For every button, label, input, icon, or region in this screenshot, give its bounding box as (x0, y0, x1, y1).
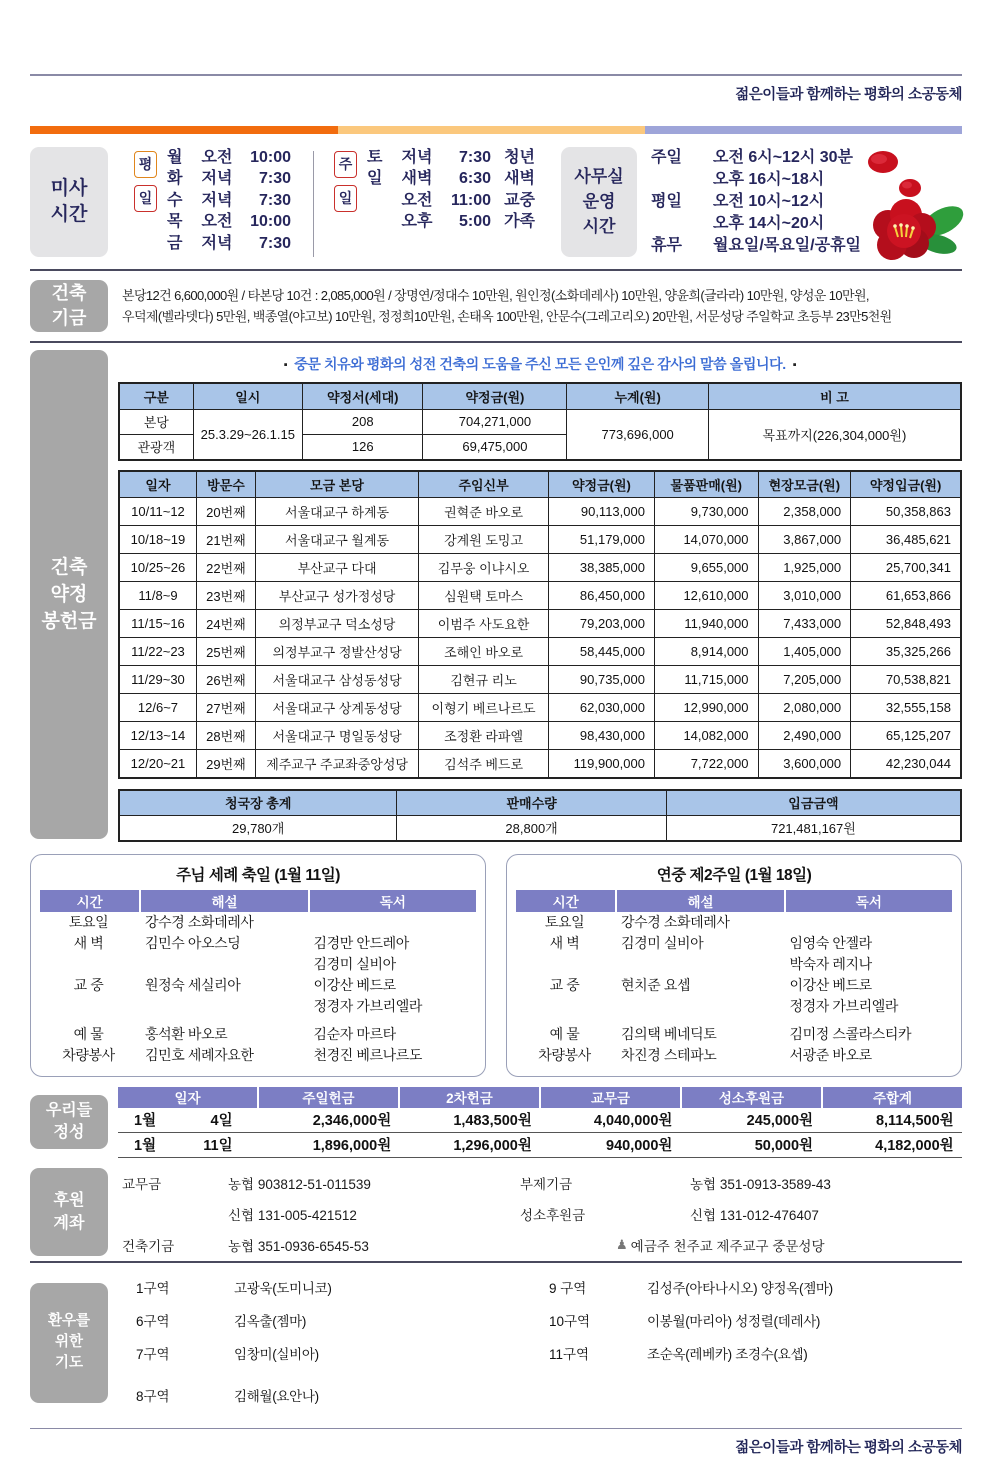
bar-orange-segment (30, 126, 338, 134)
liturgy-row: 새 벽 김경미 실비아 임영숙 안젤라 박숙자 레지나 (549, 934, 872, 972)
cell: 12/6~7 (119, 693, 196, 721)
cell: 86,450,000 (548, 581, 654, 609)
sunday-badge-top: 주 (334, 151, 357, 178)
cell: 강계원 도밍고 (419, 525, 549, 553)
liturgy-row: 차량봉사 차진경 스테파노 서광준 바오로 (538, 1046, 872, 1063)
cell: 21번째 (196, 525, 255, 553)
cell: 8,114,500원 (875, 1113, 954, 1129)
list-item: 6구역 김옥출(젬마) (136, 1313, 307, 1329)
cell: 12,610,000 (654, 581, 758, 609)
col-header: 구분 (119, 383, 193, 410)
cell: 7,433,000 (758, 609, 851, 637)
account-row: 신협 131-005-421512 성소후원금 신협 131-012-476407 (228, 1208, 819, 1223)
col-header: 모금 본당 (255, 471, 418, 498)
cell: 22번째 (196, 553, 255, 581)
accounts-label: 후원 계좌 (30, 1168, 108, 1256)
col-header: 주일헌금 (259, 1087, 398, 1108)
table-row (119, 581, 961, 609)
cell: 126 (303, 434, 423, 460)
cell: 20번째 (196, 497, 255, 525)
mass-times-section (30, 147, 962, 257)
liturgy-title: 주님 세례 축일 (1월 11일) (176, 866, 340, 884)
cell: 김석주 베드로 (419, 749, 549, 778)
section-divider (30, 341, 962, 343)
cell: 부산교구 다대 (255, 553, 418, 581)
office-row: 오후 16시~18시 (713, 170, 825, 188)
list-item: 7구역 임창미(실비아) (136, 1346, 319, 1362)
col-header: 약정금(원) (423, 383, 567, 410)
cell: 50,000원 (754, 1138, 814, 1154)
top-divider (30, 74, 962, 76)
cell: 11/15~16 (119, 609, 196, 637)
table-row (119, 693, 961, 721)
liturgy-row: 차량봉사 김민호 세례자요한 천경진 베르나르도 (62, 1046, 422, 1063)
cell: 208 (303, 409, 423, 434)
cell: 11/22~23 (119, 637, 196, 665)
cell: 2,346,000원 (312, 1113, 392, 1129)
list-item: 11구역 조순옥(레베카) 조경수(요셉) (549, 1346, 808, 1362)
liturgy-row: 교 중 현치준 요셉 이강산 베드로 정경자 가브리엘라 (549, 976, 898, 1014)
cell: 119,900,000 (548, 749, 654, 778)
cell: 35,325,266 (851, 637, 961, 665)
account-row: 건축기금 농협 351-0936-6545-53 ♟ 예금주 천주교 제주교구 중문성당 (122, 1230, 962, 1261)
bar-peach-segment (338, 126, 646, 134)
cell: 김현규 리노 (419, 665, 549, 693)
liturgy-row: 토요일 강수경 소화데레사 (544, 913, 730, 930)
liturgy-row: 새 벽 김민수 아오스딩 김경만 안드레아 김경미 실비아 (73, 934, 409, 972)
cell: 이범주 사도요한 (419, 609, 549, 637)
cell: 2,358,000 (758, 497, 851, 525)
cell: 704,271,000 (423, 409, 567, 434)
cell: 1,896,000원 (312, 1138, 392, 1154)
cell: 28번째 (196, 721, 255, 749)
list-item: 10구역 이봉월(마리아) 성정렬(데레사) (549, 1313, 821, 1329)
cell-note: 목표까지(226,304,000원) (708, 409, 961, 460)
table-header-row (119, 383, 961, 410)
mass-row: 토 저녁 7:30 청년 (367, 148, 535, 166)
cell: 의정부교구 정발산성당 (255, 637, 418, 665)
cell: 9,730,000 (654, 497, 758, 525)
cell: 심원택 토마스 (419, 581, 549, 609)
col-header: 약정금(원) (548, 471, 654, 498)
mass-column-divider (313, 151, 314, 257)
cell-period: 25.3.29~26.1.15 (193, 409, 302, 460)
list-item: 8구역 김해월(요안나) (136, 1388, 319, 1404)
cell: 12/20~21 (119, 749, 196, 778)
cell: 36,485,621 (851, 525, 961, 553)
cell: 27번째 (196, 693, 255, 721)
cell: 58,445,000 (548, 637, 654, 665)
list-item: 1구역 고광욱(도미니코) (136, 1280, 332, 1296)
cell: 26번째 (196, 665, 255, 693)
office-row: 평일 오전 10시~12시 (651, 192, 825, 210)
pledge-summary-table (118, 382, 962, 461)
cell: 90,113,000 (548, 497, 654, 525)
cell: 62,030,000 (548, 693, 654, 721)
fund-text-line: 우덕제(벨라뎃다) 5만원, 백종열(야고보) 10만원, 정정희10만원, 손태옥 100만원, 안문수(그레고리오) 20만원, 서문성당 주일학교 초등부 23만5천원 (122, 308, 892, 324)
cell: 721,481,167원 (666, 815, 961, 841)
liturgy-header-row (516, 890, 952, 912)
cell: 9,655,000 (654, 553, 758, 581)
cell: 25,700,341 (851, 553, 961, 581)
cell: 10/25~26 (119, 553, 196, 581)
cell: 서울대교구 명일동성당 (255, 721, 418, 749)
cell: 제주교구 주교좌중앙성당 (255, 749, 418, 778)
col-header: 누계(원) (567, 383, 708, 410)
cheonggukjang-total-table (118, 789, 962, 842)
liturgy-title: 연중 제2주일 (1월 18일) (656, 866, 812, 884)
col-header: 물품판매(원) (654, 471, 758, 498)
col-header: 방문수 (196, 471, 255, 498)
col-header: 일시 (193, 383, 302, 410)
cell: 4,040,000원 (593, 1113, 673, 1129)
sick-left-column (136, 1277, 549, 1418)
cell: 권혁준 바오로 (419, 497, 549, 525)
cell: 조해인 바오로 (419, 637, 549, 665)
cell: 52,848,493 (851, 609, 961, 637)
cell: 245,000원 (746, 1113, 814, 1129)
cell: 23번째 (196, 581, 255, 609)
pledge-main-table (118, 470, 962, 779)
cell: 8,914,000 (654, 637, 758, 665)
office-hours-label: 사무실 운영 시간 (561, 147, 637, 257)
office-hours-list (651, 147, 861, 257)
cell: 940,000원 (606, 1138, 673, 1154)
mass-times-label (30, 147, 108, 257)
tricolor-bar (30, 126, 962, 134)
thanks-message: ▪ 중문 치유와 평화의 성전 건축의 도움을 주신 모든 은인께 깊은 감사의 말씀 올립니다. ▪ (118, 354, 962, 374)
cell: 7,205,000 (758, 665, 851, 693)
office-row: 휴무 월요일/목요일/공휴일 (651, 236, 861, 254)
table-row (119, 749, 961, 778)
cell: 서울대교구 하계동 (255, 497, 418, 525)
prayers-for-sick-section (30, 1271, 962, 1418)
list-item: 9 구역 김성주(아타나시오) 양정옥(젬마) (549, 1280, 833, 1296)
cell: 32,555,158 (851, 693, 961, 721)
mass-row: 일 새벽 6:30 새벽 (367, 170, 535, 187)
col-header: 판매수량 (397, 790, 666, 816)
cell: 1,405,000 (758, 637, 851, 665)
cell: 69,475,000 (423, 434, 567, 460)
cell: 25번째 (196, 637, 255, 665)
weekday-badge (134, 151, 157, 257)
cell: 10/11~12 (119, 497, 196, 525)
building-fund-section (30, 277, 962, 335)
cell: 1,483,500원 (453, 1113, 532, 1129)
footer-divider (30, 1428, 962, 1430)
liturgy-row: 예 물 김의택 베네딕토 김미정 스콜라스티카 (549, 1025, 912, 1042)
cell: 12/13~14 (119, 721, 196, 749)
offering-table (118, 1087, 962, 1158)
table-row: 1월 4일 2,346,000원 1,483,500원 4,040,000원 245,000원 8,114,500원 (118, 1108, 962, 1133)
col-header: 약정서(세대) (303, 383, 423, 410)
cell: 79,203,000 (548, 609, 654, 637)
liturgy-row: 토요일 강수경 소화데레사 (68, 913, 254, 930)
cell: 51,179,000 (548, 525, 654, 553)
account-holder-icon: ♟ (616, 1237, 628, 1252)
mass-row: 오전 11:00 교중 (401, 191, 535, 209)
table-row (119, 665, 961, 693)
pledge-donation-section (30, 347, 962, 842)
cell: 조정환 라파엘 (419, 721, 549, 749)
cell: 90,735,000 (548, 665, 654, 693)
cell-cumulative: 773,696,000 (567, 409, 708, 460)
sunday-badge (334, 151, 357, 257)
camellia-flower-image (846, 145, 968, 263)
building-fund-label: 건축 기금 (30, 280, 108, 332)
col-header: 독서 (310, 890, 476, 912)
liturgy-header-row (40, 890, 476, 912)
cell: 50,358,863 (851, 497, 961, 525)
table-header-row (119, 471, 961, 498)
cell: 42,230,044 (851, 749, 961, 778)
section-divider (30, 1261, 962, 1263)
table-row (119, 637, 961, 665)
table-row (119, 721, 961, 749)
mass-label-line: 미사 (50, 177, 88, 199)
footer-tagline: 젊은이들과 함께하는 평화의 소공동체 (735, 1440, 962, 1456)
cell: 1,925,000 (758, 553, 851, 581)
cell: 서울대교구 상계동성당 (255, 693, 418, 721)
office-row: 오후 14시~20시 (713, 214, 825, 232)
col-header: 시간 (40, 890, 139, 912)
col-header: 약정입금(원) (851, 471, 961, 498)
table-header-row (118, 1087, 962, 1108)
cell: 본당 (119, 409, 193, 434)
col-header: 주임신부 (419, 471, 549, 498)
table-row (119, 497, 961, 525)
cell: 3,600,000 (758, 749, 851, 778)
pledge-label: 건축 약정 봉헌금 (30, 350, 108, 839)
cell: 1,296,000원 (453, 1138, 532, 1154)
cell: 65,125,207 (851, 721, 961, 749)
col-header: 현장모금(원) (758, 471, 851, 498)
col-header: 독서 (786, 890, 952, 912)
cell: 14,070,000 (654, 525, 758, 553)
bar-periwinkle-segment (645, 126, 962, 134)
col-header: 일자 (119, 471, 196, 498)
sick-prayer-label: 환우를 위한 기도 (30, 1283, 108, 1403)
table-row (119, 409, 961, 434)
col-header: 해설 (141, 890, 307, 912)
col-header: 해설 (617, 890, 783, 912)
weekly-offering-section (30, 1087, 962, 1158)
liturgy-box-jan18 (506, 854, 962, 1077)
sunday-mass-schedule (367, 147, 535, 257)
table-row (119, 525, 961, 553)
cell: 11/29~30 (119, 665, 196, 693)
fund-text-line: 본당12건 6,600,000원 / 타본당 10건 : 2,085,000원 / 장명연/정대수 10만원, 원인정(소화데레사) 10만원, 양윤희(글라라) 10만원, 양성운 10만원, (122, 287, 869, 303)
col-header: 청국장 총계 (119, 790, 397, 816)
col-header: 주합계 (823, 1087, 962, 1108)
weekday-mass-schedule (167, 147, 291, 257)
mass-row: 오후 5:00 가족 (401, 213, 535, 230)
cell: 서울대교구 월계동 (255, 525, 418, 553)
cell: 부산교구 성가정성당 (255, 581, 418, 609)
col-header: 교무금 (541, 1087, 680, 1108)
col-header: 2차헌금 (400, 1087, 539, 1108)
cell: 의정부교구 덕소성당 (255, 609, 418, 637)
cell: 7,722,000 (654, 749, 758, 778)
cell: 24번째 (196, 609, 255, 637)
cell: 2,490,000 (758, 721, 851, 749)
liturgy-box-jan11 (30, 854, 486, 1077)
col-header: 입금금액 (666, 790, 961, 816)
donation-accounts-section (30, 1166, 962, 1261)
mass-label-line: 시간 (50, 203, 88, 225)
square-bullet-icon: ▪ (283, 358, 288, 371)
square-bullet-icon: ▪ (792, 358, 797, 371)
cell: 3,867,000 (758, 525, 851, 553)
cell: 이형기 베르나르도 (419, 693, 549, 721)
cell: 11/8~9 (119, 581, 196, 609)
liturgy-row: 교 중 원정숙 세실리아 이강산 베드로 정경자 가브리엘라 (73, 976, 422, 1014)
weekday-badge-bottom: 일 (134, 185, 157, 212)
col-header: 비 고 (708, 383, 961, 410)
cell: 61,653,866 (851, 581, 961, 609)
cell: 38,385,000 (548, 553, 654, 581)
cell: 4,182,000원 (875, 1138, 954, 1154)
offering-label: 우리들 정성 (30, 1095, 108, 1149)
header-tagline: 젊은이들과 함께하는 평화의 소공동체 (735, 86, 962, 103)
cell: 14,082,000 (654, 721, 758, 749)
liturgy-row: 예 물 홍석환 바오로 김순자 마르타 (73, 1025, 396, 1042)
account-holder: ♟ 예금주 천주교 제주교구 중문성당 (616, 1237, 825, 1254)
table-row (119, 553, 961, 581)
cell: 98,430,000 (548, 721, 654, 749)
table-row: 1월 11일 1,896,000원 1,296,000원 940,000원 50,000원 4,182,000원 (118, 1133, 962, 1158)
office-row: 주일 오전 6시~12시 30분 (651, 148, 854, 166)
cell: 2,080,000 (758, 693, 851, 721)
cell: 3,010,000 (758, 581, 851, 609)
weekday-badge-top: 평 (134, 151, 157, 178)
col-header: 성소후원금 (682, 1087, 821, 1108)
table-header-row (119, 790, 961, 816)
table-row (119, 815, 961, 841)
mass-row: 수 저녁 7:30 (167, 191, 291, 209)
cell: 관광객 (119, 434, 193, 460)
liturgy-assignments (30, 854, 962, 1077)
cell: 29,780개 (119, 815, 397, 841)
bulletin-page (30, 0, 962, 1457)
cell: 28,800개 (397, 815, 666, 841)
cell: 12,990,000 (654, 693, 758, 721)
cell: 서울대교구 삼성동성당 (255, 665, 418, 693)
mass-row: 금 저녁 7:30 (167, 234, 291, 252)
cell: 11,715,000 (654, 665, 758, 693)
building-fund-text (108, 277, 962, 335)
cell: 11,940,000 (654, 609, 758, 637)
cell: 29번째 (196, 749, 255, 778)
cell: 70,538,821 (851, 665, 961, 693)
account-row: 교무금 농협 903812-51-011539 부제기금 농협 351-0913-3589-43 (122, 1177, 831, 1192)
col-header: 일자 (118, 1087, 257, 1108)
mass-row: 화 저녁 7:30 (167, 170, 291, 187)
sunday-badge-bottom: 일 (334, 185, 357, 212)
mass-row: 월 오전 10:00 (167, 148, 291, 166)
col-header: 시간 (516, 890, 615, 912)
cell: 김무웅 이냐시오 (419, 553, 549, 581)
mass-row: 목 오전 10:00 (167, 213, 291, 230)
cell: 10/18~19 (119, 525, 196, 553)
table-row (119, 609, 961, 637)
section-divider (30, 269, 962, 271)
sick-right-column (549, 1277, 962, 1418)
